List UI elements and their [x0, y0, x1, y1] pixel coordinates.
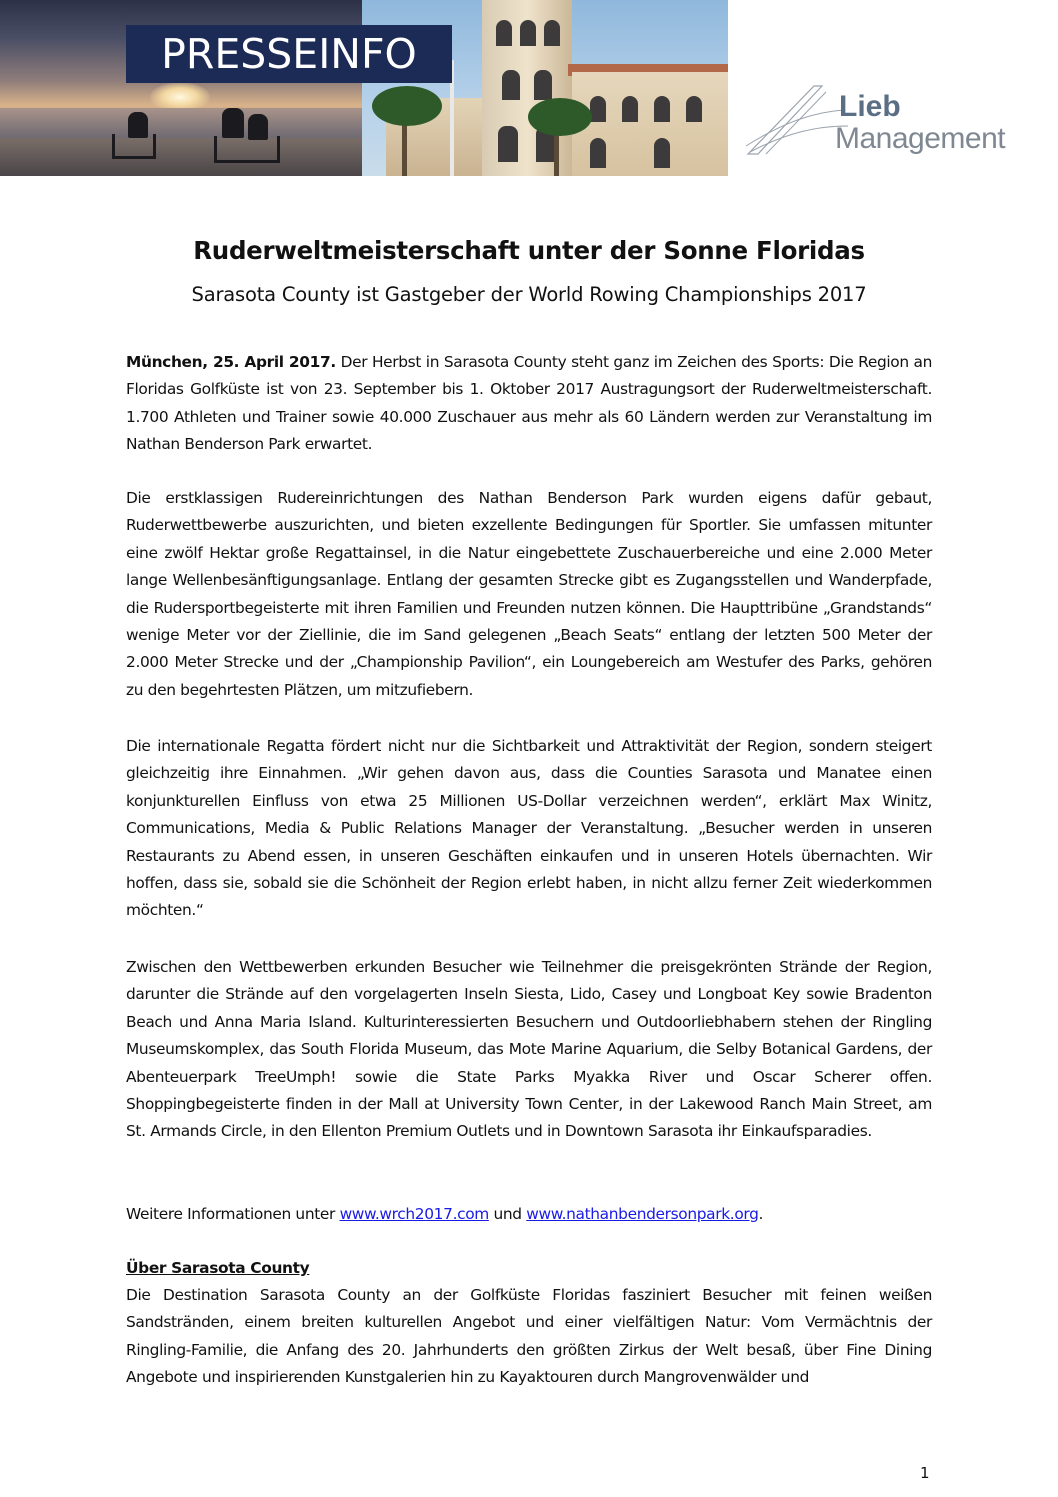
person-silhouette: [222, 108, 244, 138]
beach-chair: [112, 134, 156, 159]
building-wing: [572, 72, 728, 176]
logo-management-text: Management: [835, 122, 1006, 155]
more-info-prefix: Weitere Informationen unter: [126, 1205, 340, 1223]
paragraph-intro: [126, 349, 932, 459]
more-info-suffix: .: [758, 1205, 764, 1223]
document-subtitle: Sarasota County ist Gastgeber der World Rowing Championships 2017: [191, 283, 867, 306]
presseinfo-text: PRESSEINFO: [161, 30, 417, 78]
section-heading-about: Über Sarasota County: [126, 1259, 310, 1277]
document-title: Ruderweltmeisterschaft unter der Sonne Floridas: [193, 236, 865, 265]
sea: [0, 108, 362, 138]
sand: [0, 138, 362, 176]
dateline: München, 25. April 2017.: [126, 353, 336, 371]
header-banner: [0, 0, 728, 176]
more-info-middle: und: [488, 1205, 527, 1223]
link-wrch2017[interactable]: www.wrch2017.com: [339, 1205, 489, 1223]
palm-tree: [528, 98, 592, 136]
intro-text: Der Herbst in Sarasota County steht ganz im Zeichen des Sports: Die Region an Floridas Golfküste ist von 23. September bis 1. Oktober 2017 Austragungsort der Ruderweltmeisterschaft. 1.700 Athleten und Trainer sowie 40.000 Zuschauer aus mehr als 60 Ländern werden zur Veranstaltung im Nathan Benderson Park erwartet.: [126, 353, 933, 454]
link-nathanbendersonpark[interactable]: www.nathanbendersonpark.org: [526, 1205, 759, 1223]
paragraph-attractions: Zwischen den Wettbewerben erkunden Besucher wie Teilnehmer die preisgekrönten Strände der Region, darunter die Strände auf den vorgelagerten Inseln Siesta, Lido, Casey und Longboat Key sowie Bradenton Beach und Anna Maria Island. Kulturinteressierten Besuchern und Outdoorliebhabern stehen der Ringling Museumskomplex, das South Florida Museum, das Mote Marine Aquarium, die Selby Botanical Gardens, der Abenteuerpark TreeUmph! sowie die State Parks Myakka River und Oscar Scherer offen. Shoppingbegeisterte finden in der Mall at University Town Center, in der Lakewood Ranch Main Street, am St. Armands Circle, in den Ellenton Premium Outlets und in Downtown Sarasota ihr Einkaufsparadies.: [126, 958, 932, 1141]
paragraph-more-info: [126, 1201, 932, 1228]
paragraph-facilities: Die erstklassigen Rudereinrichtungen des Nathan Benderson Park wurden eigens dafür gebaut, Ruderwettbewerbe auszurichten, und bieten exzellente Bedingungen für Sportler. Sie umfassen mitunter eine zwölf Hektar große Regattainsel, in die Natur eingebettete Zuschauerbereiche und eine 2.000 Meter lange Wellenbesänftigungsanlage. Entlang der gesamten Strecke gibt es Zugangsstellen und Wanderpfade, die Rudersportbegeisterte mit ihren Familien und Freunden nutzen können. Die Haupttribüne „Grandstands“ wenige Meter vor der Ziellinie, die im Sand gelegenen „Beach Seats“ entlang der letzten 500 Meter der 2.000 Meter Strecke und der „Championship Pavilion“, ein Loungebereich am Westufer des Parks, gehören zu den begehrtesten Plätzen, um mitzufiebern.: [126, 489, 932, 699]
presseinfo-badge: [126, 25, 452, 83]
paragraph-economy: Die internationale Regatta fördert nicht nur die Sichtbarkeit und Attraktivität der Region, sondern steigert gleichzeitig ihre Einnahmen. „Wir gehen davon aus, dass die Counties Sarasota und Manatee einen konjunkturellen Einfluss von etwa 25 Millionen US-Dollar verzeichnen werden“, erklärt Max Winitz, Communications, Media & Public Relations Manager der Veranstaltung. „Besucher werden in unseren Restaurants zu Abend essen, in unseren Geschäften einkaufen und in unseren Hotels übernachten. Wir hoffen, dass sie, sobald sie die Schönheit der Region erlebt haben, in nicht allzu ferner Zeit wiederkommen möchten.“: [126, 737, 932, 920]
logo-lieb-text: Lieb: [839, 90, 901, 123]
paragraph-about: Die Destination Sarasota County an der Golfküste Floridas fasziniert Besucher mit feinen weißen Sandstränden, einem breiten kulturellen Angebot und einer vielfältigen Natur: Vom Vermächtnis der Ringling-Familie, die Anfang des 20. Jahrhunderts den größten Zirkus der Welt besaß, über Fine Dining Angebote und inspirierenden Kunstgalerien hin zu Kayaktouren durch Mangrovenwälder und: [126, 1286, 932, 1387]
lieb-management-logo: [744, 82, 1044, 162]
beach-chair: [214, 136, 280, 163]
palm-tree: [372, 86, 442, 126]
page-number: 1: [920, 1464, 930, 1482]
